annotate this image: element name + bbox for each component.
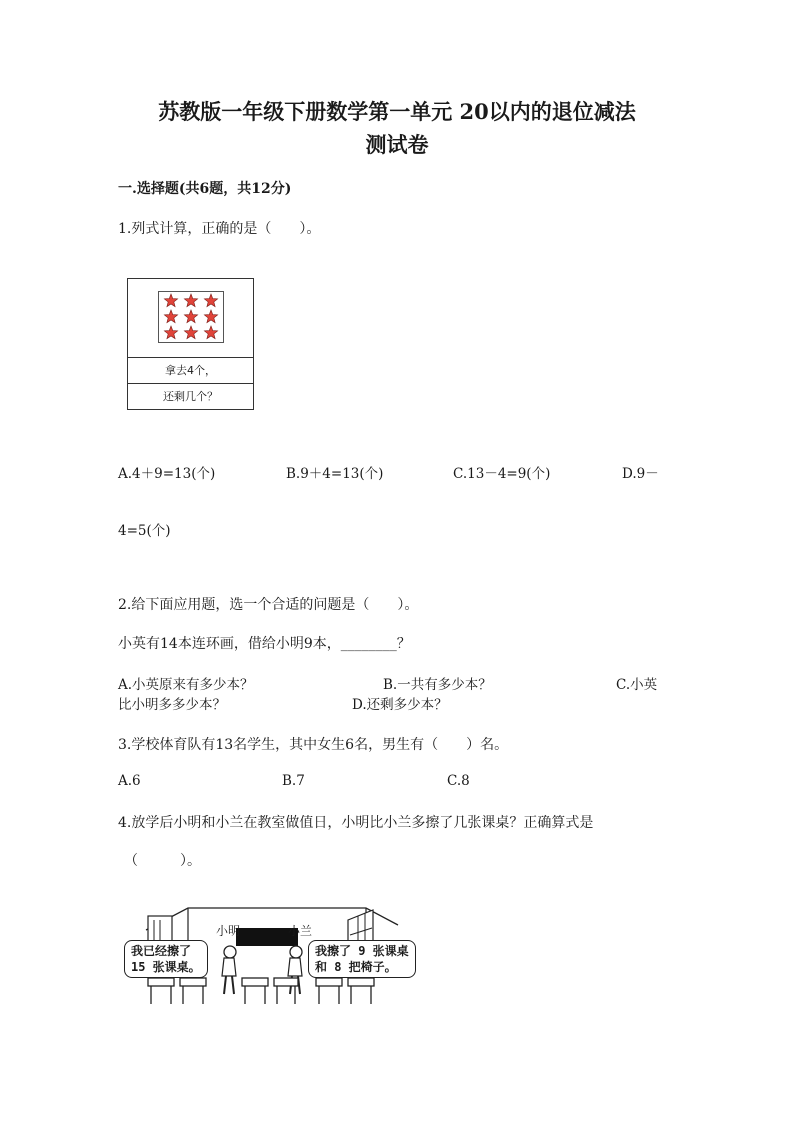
question-2-option-d[interactable]: D.还剩多少本？ <box>352 697 448 713</box>
name-label-xiaolan: 小兰 <box>288 924 313 938</box>
star-icon <box>184 310 197 323</box>
star-icon <box>204 310 217 323</box>
section-heading: 一.选择题(共6题，共12分) <box>118 181 292 197</box>
bubble-left-line2: 15 张课桌。 <box>131 960 201 974</box>
figure-caption-2: 还剩几个？ <box>128 383 253 409</box>
question-1-option-a[interactable]: A.4＋9=13(个) <box>118 466 216 482</box>
bubble-left-line1: 我已经擦了 <box>131 944 192 958</box>
question-2-option-c[interactable]: C.小英 <box>616 677 658 693</box>
question-2-option-a[interactable]: A.小英原来有多少本？ <box>118 677 254 693</box>
star-icon <box>204 326 217 339</box>
question-1-option-d-continued: 4=5(个) <box>118 523 171 539</box>
question-2-option-c-continued: 比小明多多少本？ <box>118 697 226 713</box>
bubble-right-line2: 和 8 把椅子。 <box>315 960 397 974</box>
question-1-option-d[interactable]: D.9－ <box>622 466 659 482</box>
speech-bubble-xiaolan <box>308 940 416 978</box>
classroom-illustration <box>118 900 428 1012</box>
question-2-problem: 小英有14本连环画，借给小明9本，________？ <box>118 636 411 652</box>
question-3-option-a[interactable]: A.6 <box>118 773 141 789</box>
question-2-option-b[interactable]: B.一共有多少本？ <box>383 677 492 693</box>
question-4-stem-line2: （ ）。 <box>124 853 201 869</box>
page-title: 苏教版一年级下册数学第一单元 20以内的退位减法 <box>158 99 636 124</box>
bubble-right-line1: 我擦了 9 张课桌 <box>315 944 409 958</box>
stars-image <box>159 292 223 342</box>
star-icon <box>164 326 177 339</box>
question-1-option-b[interactable]: B.9＋4=13(个) <box>286 466 384 482</box>
figure-caption-1: 拿去4个， <box>165 364 216 377</box>
question-3-option-c[interactable]: C.8 <box>447 773 470 789</box>
page-title-line2: 测试卷 <box>365 132 429 157</box>
name-label-xiaoming: 小明 <box>216 924 241 938</box>
question-3-option-b[interactable]: B.7 <box>282 773 305 789</box>
question-1-stem: 1.列式计算，正确的是（ ）。 <box>118 221 321 237</box>
star-grid <box>158 291 224 343</box>
star-icon <box>184 326 197 339</box>
star-icon <box>164 294 177 307</box>
question-4-stem: 4.放学后小明和小兰在教室做值日，小明比小兰多擦了几张课桌？正确算式是 <box>118 815 594 831</box>
question-2-stem: 2.给下面应用题，选一个合适的问题是（ ）。 <box>118 597 419 613</box>
speech-bubble-xiaoming <box>124 940 208 978</box>
question-1-figure <box>127 278 254 410</box>
star-icon <box>164 310 177 323</box>
star-icon <box>204 294 217 307</box>
star-icon <box>184 294 197 307</box>
question-1-option-c[interactable]: C.13－4=9(个) <box>453 466 551 482</box>
question-3-stem: 3.学校体育队有13名学生，其中女生6名，男生有（ ）名。 <box>118 737 509 753</box>
